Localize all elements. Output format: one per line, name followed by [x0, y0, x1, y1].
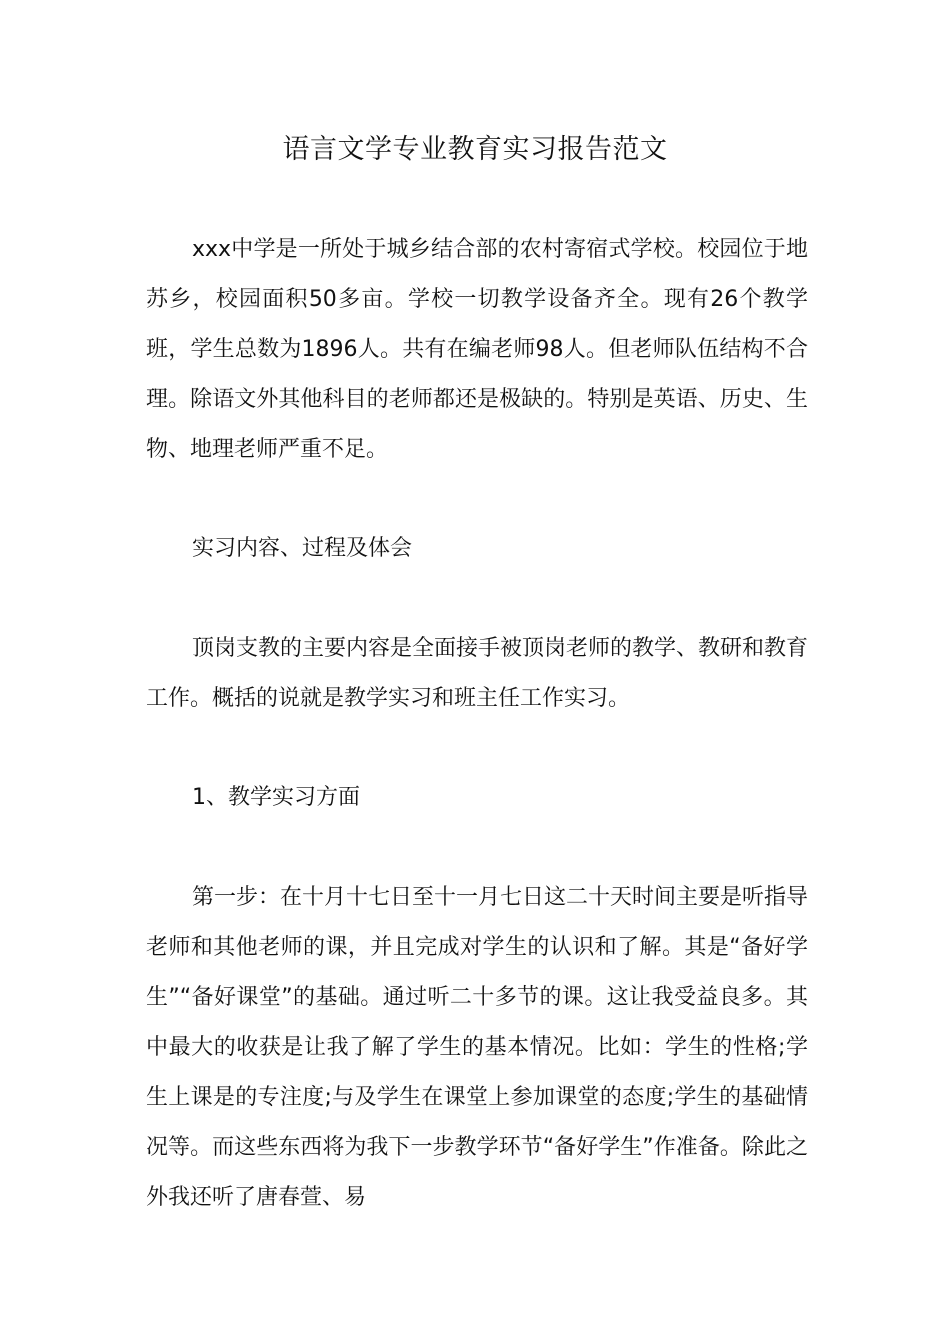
- document-title: 语言文学专业教育实习报告范文: [282, 134, 668, 165]
- section-heading-teaching-practice: 1、教学实习方面: [192, 785, 360, 810]
- paragraph-teaching-content: 顶岗支教的主要内容是全面接手被顶岗老师的教学、教研和教育工作。概括的说就是教学实习和班主任工作实习。: [146, 636, 809, 711]
- paragraph-school-intro: xxx中学是一所处于城乡结合部的农村寄宿式学校。校园位于地苏乡，校园面积50多亩。学校一切教学设备齐全。现有26个教学班，学生总数为1896人。共有在编老师98人。但老师队伍结构不合理。除语文外其他科目的老师都还是极缺的。特别是英语、历史、生物、地理老师严重不足。: [146, 237, 808, 462]
- section-heading-internship-content: 实习内容、过程及体会: [192, 536, 413, 561]
- paragraph-step-one: 第一步：在十月十七日至十一月七日这二十天时间主要是听指导老师和其他老师的课，并且完成对学生的认识和了解。其是“备好学生”“备好课堂”的基础。通过听二十多节的课。这让我受益良多。其中最大的收获是让我了解了学生的基本情况。比如：学生的性格;学生上课是的专注度;与及学生在课堂上参加课堂的态度;学生的基础情况等。而这些东西将为我下一步教学环节“备好学生”作准备。除此之外我还听了唐春萱、易: [146, 885, 809, 1210]
